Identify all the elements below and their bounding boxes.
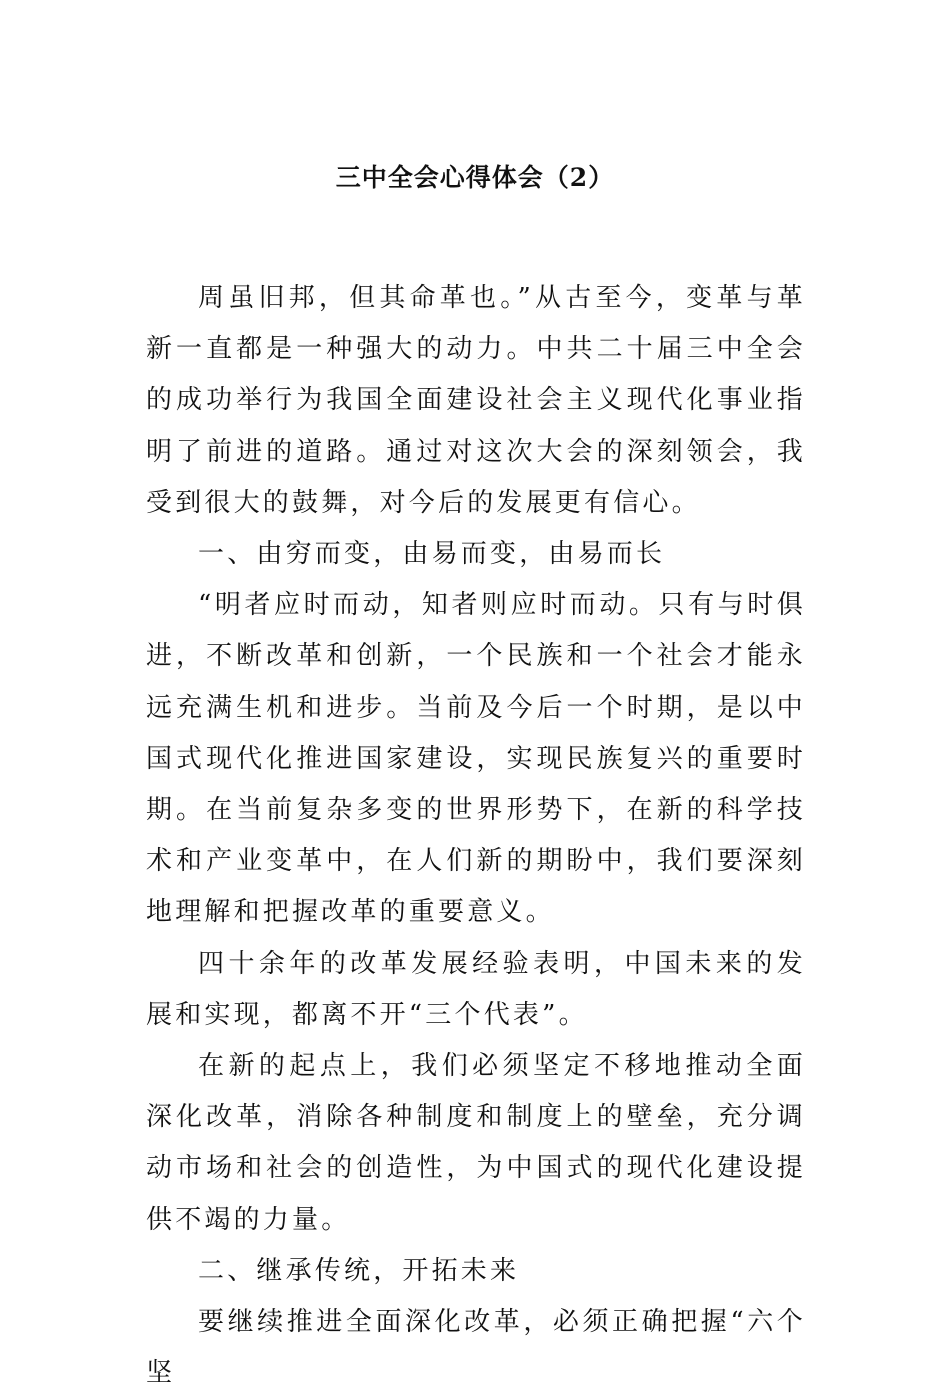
- section-heading-1: 一、由穷而变，由易而变，由易而长: [198, 539, 666, 570]
- section-heading-2: 二、继承传统，开拓未来: [198, 1255, 520, 1286]
- document-body: [146, 273, 806, 1399]
- paragraph-section-1: “明者应时而动，知者则应时而动。只有与时俱进，不断改革和创新，一个民族和一个社会才能永远充满生机和进步。当前及今后一个时期，是以中国式现代化推进国家建设，实现民族复兴的重要时期。在当前复杂多变的世界形势下，在新的科学技术和产业变革中，在人们新的期盼中，我们要深刻地理解和把握改革的重要意义。: [146, 590, 806, 928]
- paragraph-experience: 四十余年的改革发展经验表明，中国未来的发展和实现，都离不开“三个代表”。: [146, 948, 806, 1030]
- paragraph-new-starting-point: 在新的起点上，我们必须坚定不移地推动全面深化改革，消除各种制度和制度上的壁垒，充分调动市场和社会的创造性，为中国式的现代化建设提供不竭的力量。: [146, 1051, 806, 1235]
- paragraph-intro: 周虽旧邦，但其命革也。”从古至今，变革与革新一直都是一种强大的动力。中共二十届三中全会的成功举行为我国全面建设社会主义现代化事业指明了前进的道路。通过对这次大会的深刻领会，我受到很大的鼓舞，对今后的发展更有信心。: [146, 283, 806, 518]
- paragraph-section-2: 要继续推进全面深化改革，必须正确把握“六个坚: [146, 1307, 806, 1389]
- document-title: 三中全会心得体会（2）: [335, 163, 615, 192]
